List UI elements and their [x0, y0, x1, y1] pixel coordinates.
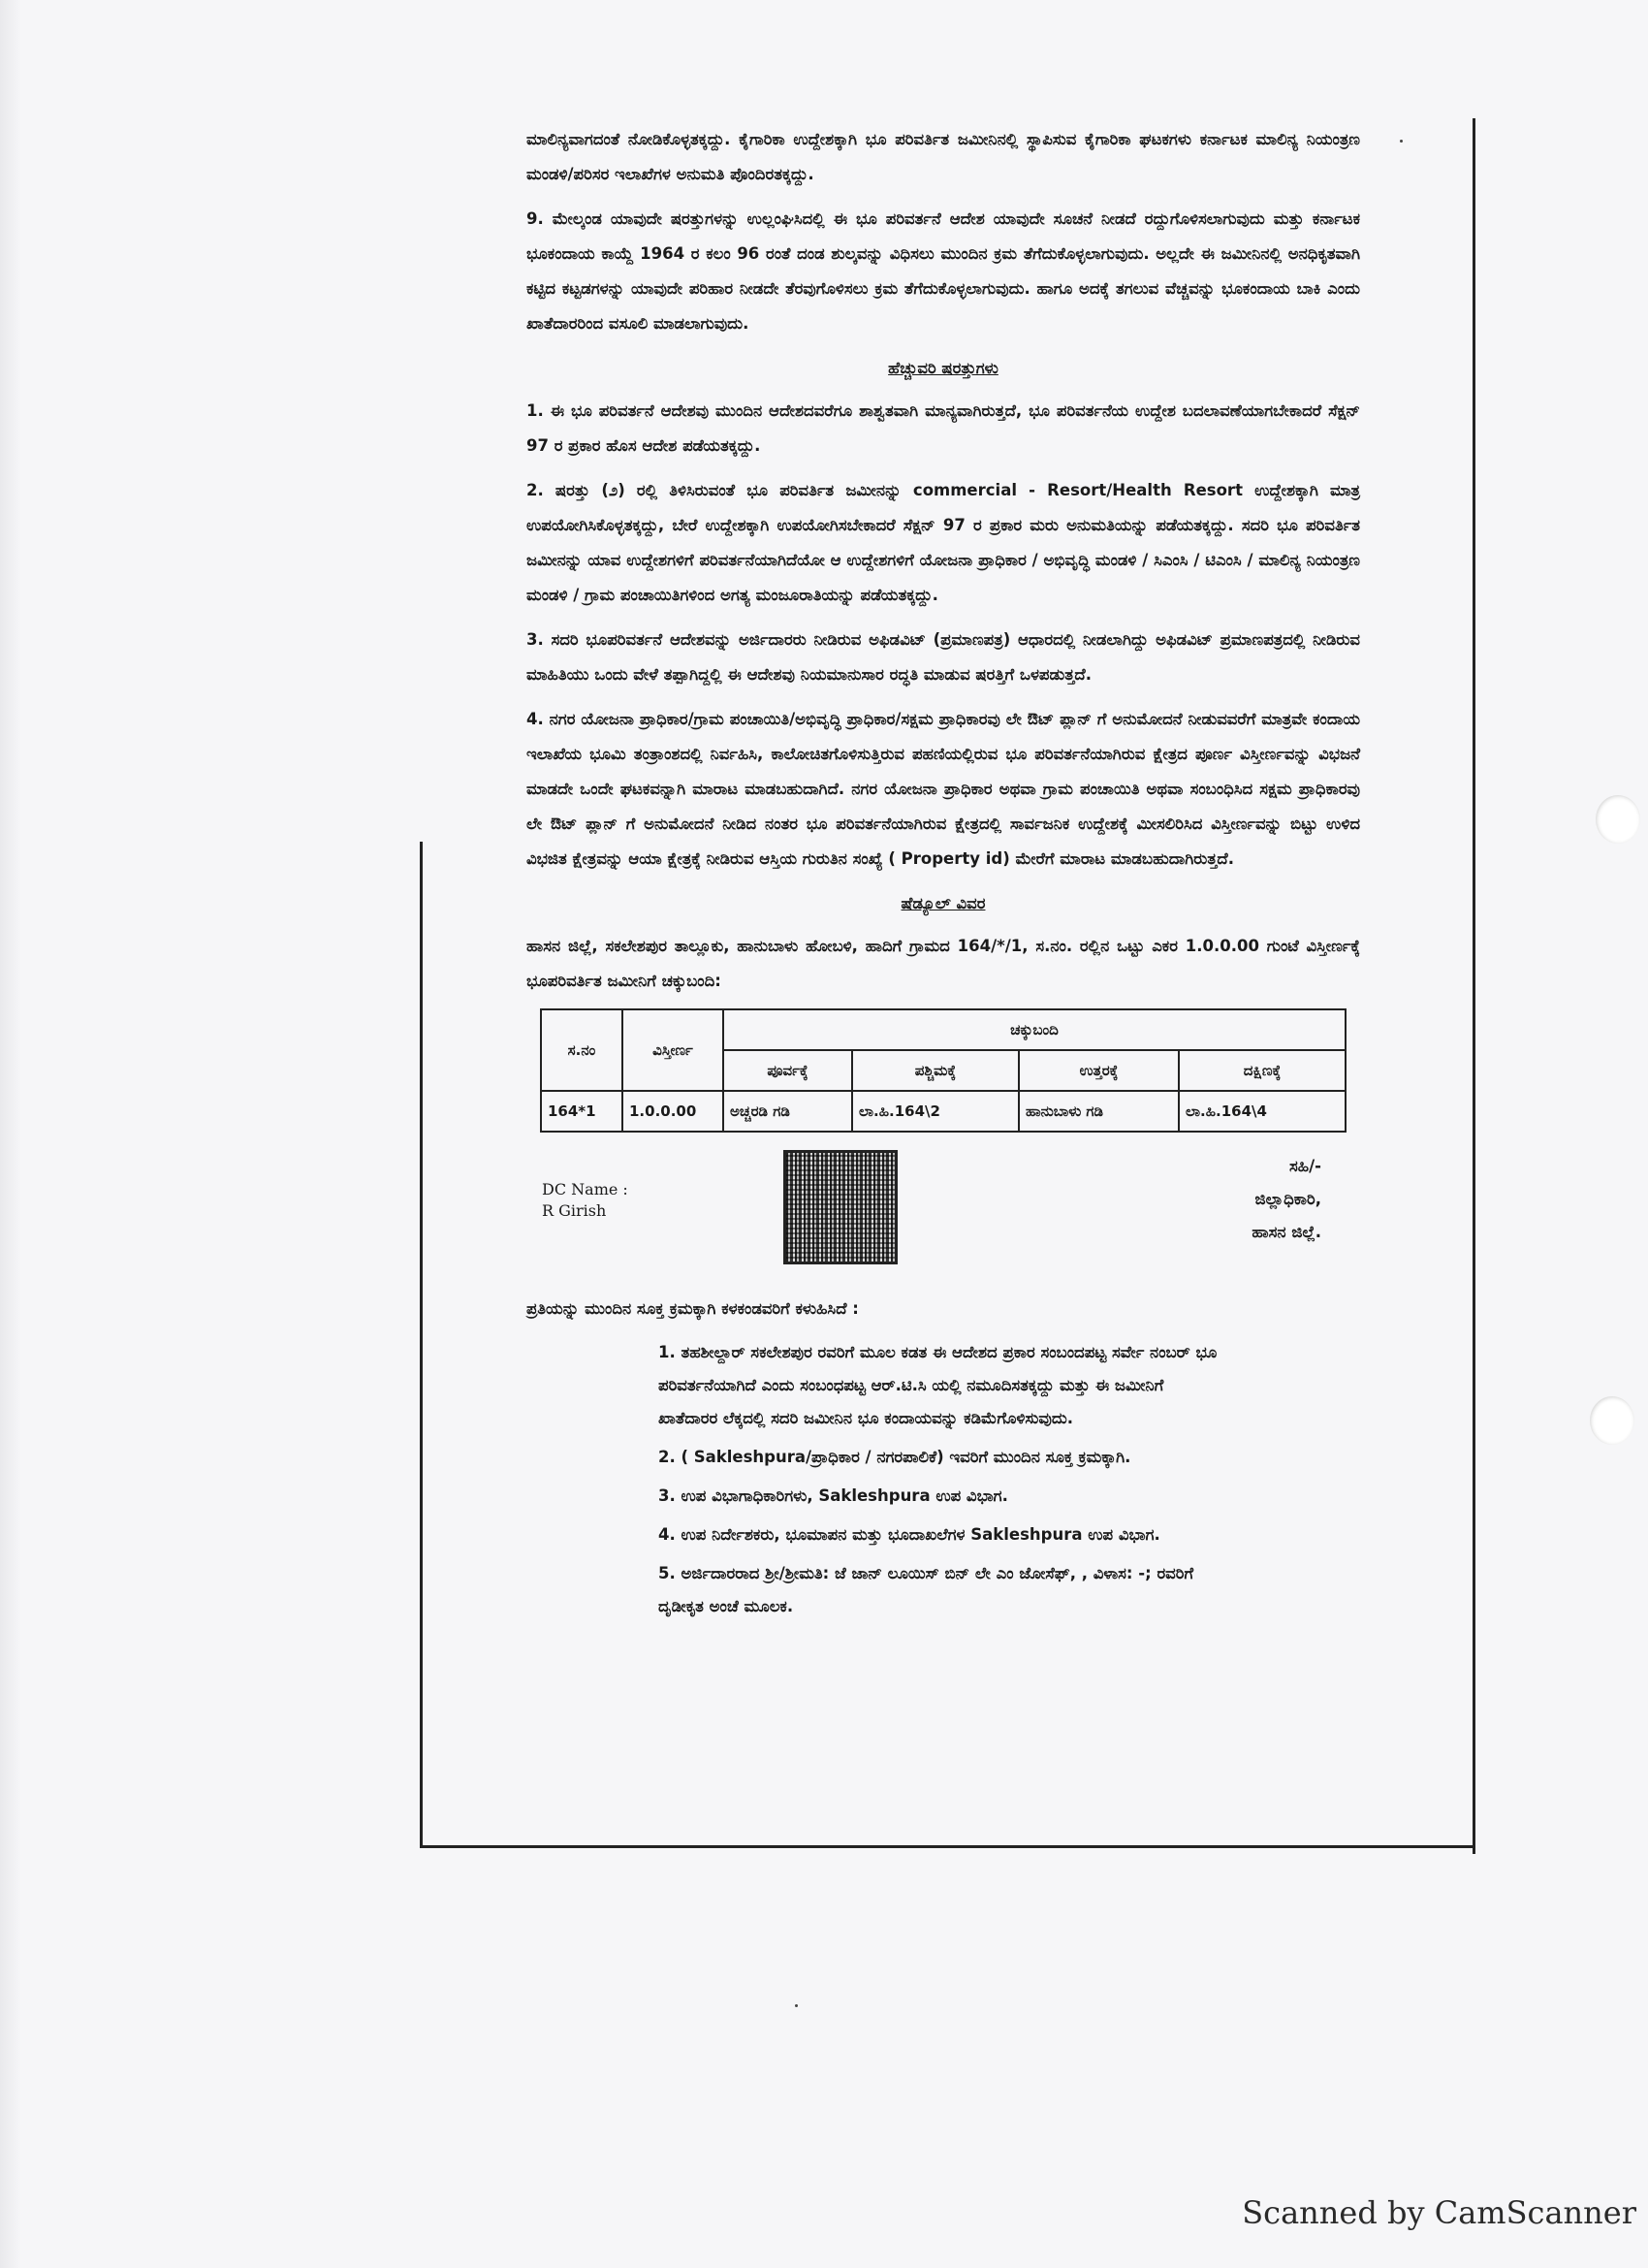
list-item: 2. ( Sakleshpura/ಪ್ರಾಧಿಕಾರ / ನಗರಪಾಲಿಕೆ) ಇವರಿಗೆ ಮುಂದಿನ ಸೂಕ್ತ ಕ್ರಮಕ್ಕಾಗಿ. [658, 1448, 1131, 1466]
dc-name: R Girish [542, 1201, 607, 1220]
extra-condition-3: 3. ಸದರಿ ಭೂಪರಿವರ್ತನೆ ಆದೇಶವನ್ನು ಅರ್ಜಿದಾರರು ನೀಡಿರುವ ಅಫಿಡವಿಟ್ (ಪ್ರಮಾಣಪತ್ರ) ಆಧಾರದಲ್ಲಿ ನೀಡಲಾಗಿದ್ದು ಅಫಿಡವಿಟ್ ಪ್ರಮಾಣಪತ್ರದಲ್ಲಿ ನೀಡಿರುವ ಮಾಹಿತಿಯು ಒಂದು ವೇಳೆ ತಪ್ಪಾಗಿದ್ದಲ್ಲಿ ಈ ಆದೇಶವು ನಿಯಮಾನುಸಾರ ರದ್ಧತಿ ಮಾಡುವ ಷರತ್ತಿಗೆ ಒಳಪಡುತ್ತದೆ. [526, 630, 1360, 684]
scan-speck [1400, 140, 1403, 143]
header-east: ಪೂರ್ವಕ್ಕೆ [723, 1050, 852, 1091]
header-area: ವಿಸ್ತೀರ್ಣ [622, 1009, 723, 1091]
copies-list [658, 1336, 1220, 1623]
header-boundary: ಚಕ್ಕುಬಂದಿ [723, 1009, 1346, 1050]
cell-south: ಲಾ.ಹಿ.164\4 [1179, 1091, 1346, 1132]
signed-mark: ಸಹಿ/- [1289, 1157, 1321, 1175]
document-body [526, 122, 1360, 1629]
dc-name-label: DC Name : [542, 1180, 628, 1198]
heading-extra-conditions: ಹೆಚ್ಚುವರಿ ಷರತ್ತುಗಳು [888, 359, 998, 377]
list-item: 1. ತಹಶೀಲ್ದಾರ್ ಸಕಲೇಶಪುರ ರವರಿಗೆ ಮೂಲ ಕಡತ ಈ ಆದೇಶದ ಪ್ರಕಾರ ಸಂಬಂದಪಟ್ಟ ಸರ್ವೇ ನಂಬರ್ ಭೂ ಪರಿವರ್ತನೆಯಾಗಿದೆ ಎಂದು ಸಂಬಂಧಪಟ್ಟ ಆರ್.ಟಿ.ಸಿ ಯಲ್ಲಿ ನಮೂದಿಸತಕ್ಕದ್ದು ಮತ್ತು ಈ ಜಮೀನಿಗೆ ಖಾತೆದಾರರ ಲೆಕ್ಕದಲ್ಲಿ ಸದರಿ ಜಮೀನಿನ ಭೂ ಕಂದಾಯವನ್ನು ಕಡಿಮೆಗೊಳಿಸುವುದು. [658, 1343, 1218, 1427]
header-south: ದಕ್ಷಿಣಕ್ಕೆ [1179, 1050, 1346, 1091]
punch-hole [1590, 1396, 1634, 1445]
extra-condition-4: 4. ನಗರ ಯೋಜನಾ ಪ್ರಾಧಿಕಾರ/ಗ್ರಾಮ ಪಂಚಾಯಿತಿ/ಅಭಿವೃದ್ಧಿ ಪ್ರಾಧಿಕಾರ/ಸಕ್ಷಮ ಪ್ರಾಧಿಕಾರವು ಲೇ ಔಟ್ ಪ್ಲಾನ್ ಗೆ ಅನುಮೋದನೆ ನೀಡುವವರೆಗೆ ಮಾತ್ರವೇ ಕಂದಾಯ ಇಲಾಖೆಯ ಭೂಮಿ ತಂತ್ರಾಂಶದಲ್ಲಿ ನಿರ್ವಹಿಸಿ, ಕಾಲೋಚಿತಗೊಳಿಸುತ್ತಿರುವ ಪಹಣಿಯಲ್ಲಿರುವ ಭೂ ಪರಿವರ್ತನೆಯಾಗಿರುವ ಕ್ಷೇತ್ರದ ಪೂರ್ಣ ವಿಸ್ತೀರ್ಣವನ್ನು ವಿಭಜನೆ ಮಾಡದೇ ಒಂದೇ ಘಟಕವನ್ನಾಗಿ ಮಾರಾಟ ಮಾಡಬಹುದಾಗಿದೆ. ನಗರ ಯೋಜನಾ ಪ್ರಾಧಿಕಾರ ಅಥವಾ ಗ್ರಾಮ ಪಂಚಾಯಿತಿ ಅಥವಾ ಸಂಬಂಧಿಸಿದ ಸಕ್ಷಮ ಪ್ರಾಧಿಕಾರವು ಲೇ ಔಟ್ ಪ್ಲಾನ್ ಗೆ ಅನುಮೋದನೆ ನೀಡಿದ ನಂತರ ಭೂ ಪರಿವರ್ತನೆಯಾಗಿರುವ ಕ್ಷೇತ್ರದಲ್ಲಿ ಸಾರ್ವಜನಿಕ ಉದ್ದೇಶಕ್ಕೆ ಮೀಸಲಿರಿಸಿದ ವಿಸ್ತೀರ್ಣವನ್ನು ಬಿಟ್ಟು ಉಳಿದ ವಿಭಜಿತ ಕ್ಷೇತ್ರವನ್ನು ಆಯಾ ಕ್ಷೇತ್ರಕ್ಕೆ ನೀಡಿರುವ ಆಸ್ತಿಯ ಗುರುತಿನ ಸಂಖ್ಯೆ ( Property id) ಮೇರೆಗೆ ಮಾರಾಟ ಮಾಡಬಹುದಾಗಿರುತ್ತದೆ. [526, 710, 1360, 868]
copies-section [526, 1292, 1360, 1623]
scan-speck [795, 2004, 798, 2007]
header-west: ಪಶ್ಚಿಮಕ್ಕೆ [852, 1050, 1019, 1091]
officer-designation: ಜಿಲ್ಲಾಧಿಕಾರಿ, [1254, 1190, 1321, 1208]
officer-signature [1252, 1150, 1321, 1249]
copies-intro: ಪ್ರತಿಯನ್ನು ಮುಂದಿನ ಸೂಕ್ತ ಕ್ರಮಕ್ಕಾಗಿ ಕಳಕಂಡವರಿಗೆ ಕಳುಹಿಸಿದೆ : [526, 1299, 859, 1318]
table-row [541, 1091, 1346, 1132]
schedule-description: ಹಾಸನ ಜಿಲ್ಲೆ, ಸಕಲೇಶಪುರ ತಾಲ್ಲೂಕು, ಹಾನುಬಾಳು ಹೋಬಳಿ, ಹಾದಿಗೆ ಗ್ರಾಮದ 164/*/1, ಸ.ನಂ. ರಲ್ಲಿನ ಒಟ್ಟು ಎಕರ 1.0.0.00 ಗುಂಟೆ ವಿಸ್ತೀರ್ಣಕ್ಕೆ ಭೂಪರಿವರ್ತಿತ ಜಮೀನಿಗೆ ಚಕ್ಕುಬಂದಿ: [526, 937, 1360, 990]
punch-hole [1596, 795, 1640, 844]
cell-north: ಹಾನುಬಾಳು ಗಡಿ [1019, 1091, 1179, 1132]
list-item: 3. ಉಪ ವಿಭಾಗಾಧಿಕಾರಿಗಳು, Sakleshpura ಉಪ ವಿಭಾಗ. [658, 1486, 1008, 1505]
cell-survey-no: 164*1 [541, 1091, 622, 1132]
header-north: ಉತ್ತರಕ್ಕೆ [1019, 1050, 1179, 1091]
list-item: 5. ಅರ್ಜಿದಾರರಾದ ಶ್ರೀ/ಶ್ರೀಮತಿ: ಜೆ ಜಾನ್ ಲೂಯಿಸ್ ಬಿನ್ ಲೇ ಎಂ ಜೋಸೆಫ್, , ವಿಳಾಸ: -; ರವರಿಗೆ ದೃಡೀಕೃತ ಅಂಚೆ ಮೂಲಕ. [658, 1564, 1194, 1615]
frame-border-right [1473, 118, 1475, 1854]
cell-west: ಲಾ.ಹಿ.164\2 [852, 1091, 1019, 1132]
camscanner-watermark: Scanned by CamScanner [1242, 2194, 1636, 2231]
list-item: 4. ಉಪ ನಿರ್ದೇಶಕರು, ಭೂಮಾಪನ ಮತ್ತು ಭೂದಾಖಲೆಗಳ Sakleshpura ಉಪ ವಿಭಾಗ. [658, 1525, 1160, 1544]
dc-name-block [542, 1179, 628, 1222]
paragraph-condition-9: 9. ಮೇಲ್ಕಂಡ ಯಾವುದೇ ಷರತ್ತುಗಳನ್ನು ಉಲ್ಲಂಘಿಸಿದಲ್ಲಿ ಈ ಭೂ ಪರಿವರ್ತನೆ ಆದೇಶ ಯಾವುದೇ ಸೂಚನೆ ನೀಡದೆ ರದ್ದುಗೊಳಿಸಲಾಗುವುದು ಮತ್ತು ಕರ್ನಾಟಕ ಭೂಕಂದಾಯ ಕಾಯ್ದೆ 1964 ರ ಕಲಂ 96 ರಂತೆ ದಂಡ ಶುಲ್ಕವನ್ನು ವಿಧಿಸಲು ಮುಂದಿನ ಕ್ರಮ ತೆಗೆದುಕೊಳ್ಳಲಾಗುವುದು. ಅಲ್ಲದೇ ಈ ಜಮೀನಿನಲ್ಲಿ ಅನಧಿಕೃತವಾಗಿ ಕಟ್ಟಿದ ಕಟ್ಟಡಗಳನ್ನು ಯಾವುದೇ ಪರಿಹಾರ ನೀಡದೇ ತೆರವುಗೊಳಿಸಲು ಕ್ರಮ ತೆಗೆದುಕೊಳ್ಳಲಾಗುವುದು. ಹಾಗೂ ಅದಕ್ಕೆ ತಗಲುವ ವೆಚ್ಚವನ್ನು ಭೂಕಂದಾಯ ಬಾಕಿ ಎಂದು ಖಾತೆದಾರರಿಂದ ವಸೂಲಿ ಮಾಡಲಾಗುವುದು. [526, 209, 1360, 333]
heading-schedule: ಷೆಡ್ಯೂಲ್ ವಿವರ [901, 894, 986, 912]
header-survey-no: ಸ.ನಂ [541, 1009, 622, 1091]
extra-condition-2: 2. ಷರತ್ತು (೨) ರಲ್ಲಿ ತಿಳಿಸಿರುವಂತೆ ಭೂ ಪರಿವರ್ತಿತ ಜಮೀನನ್ನು commercial - Resort/Health Resort ಉದ್ದೇಶಕ್ಕಾಗಿ ಮಾತ್ರ ಉಪಯೋಗಿಸಿಕೊಳ್ಳತಕ್ಕದ್ದು, ಬೇರೆ ಉದ್ದೇಶಕ್ಕಾಗಿ ಉಪಯೋಗಿಸಬೇಕಾದರೆ ಸೆಕ್ಷನ್ 97 ರ ಪ್ರಕಾರ ಮರು ಅನುಮತಿಯನ್ನು ಪಡೆಯತಕ್ಕದ್ದು. ಸದರಿ ಭೂ ಪರಿವರ್ತಿತ ಜಮೀನನ್ನು ಯಾವ ಉದ್ದೇಶಗಳಿಗೆ ಪರಿವರ್ತನೆಯಾಗಿದೆಯೋ ಆ ಉದ್ದೇಶಗಳಿಗೆ ಯೋಜನಾ ಪ್ರಾಧಿಕಾರ / ಅಭಿವೃದ್ಧಿ ಮಂಡಳಿ / ಸಿಎಂಸಿ / ಟಿಎಂಸಿ / ಮಾಲಿನ್ಯ ನಿಯಂತ್ರಣ ಮಂಡಳಿ / ಗ್ರಾಮ ಪಂಚಾಯಿತಿಗಳಿಂದ ಅಗತ್ಯ ಮಂಜೂರಾತಿಯನ್ನು ಪಡೆಯತಕ್ಕದ್ದು. [526, 481, 1360, 604]
page-edge-shadow [0, 0, 21, 2268]
qr-code [783, 1150, 898, 1264]
cell-east: ಅಚ್ಚರಡಿ ಗಡಿ [723, 1091, 852, 1132]
officer-district: ಹಾಸನ ಜಿಲ್ಲೆ. [1252, 1223, 1321, 1241]
frame-border-left [420, 842, 423, 1847]
frame-border-bottom [420, 1845, 1475, 1848]
cell-area: 1.0.0.00 [622, 1091, 723, 1132]
boundary-table [540, 1008, 1347, 1133]
signature-section [526, 1150, 1360, 1276]
extra-condition-1: 1. ಈ ಭೂ ಪರಿವರ್ತನೆ ಆದೇಶವು ಮುಂದಿನ ಆದೇಶದವರೆಗೂ ಶಾಶ್ವತವಾಗಿ ಮಾನ್ಯವಾಗಿರುತ್ತದೆ, ಭೂ ಪರಿವರ್ತನೆಯ ಉದ್ದೇಶ ಬದಲಾವಣೆಯಾಗಬೇಕಾದರೆ ಸೆಕ್ಷನ್ 97 ರ ಪ್ರಕಾರ ಹೊಸ ಆದೇಶ ಪಡೆಯತಕ್ಕದ್ದು. [526, 401, 1360, 455]
table-header-row [541, 1009, 1346, 1050]
paragraph-pollution: ಮಾಲಿನ್ಯವಾಗದಂತೆ ನೋಡಿಕೊಳ್ಳತಕ್ಕದ್ದು. ಕೈಗಾರಿಕಾ ಉದ್ದೇಶಕ್ಕಾಗಿ ಭೂ ಪರಿವರ್ತಿತ ಜಮೀನಿನಲ್ಲಿ ಸ್ಥಾಪಿಸುವ ಕೈಗಾರಿಕಾ ಘಟಕಗಳು ಕರ್ನಾಟಕ ಮಾಲಿನ್ಯ ನಿಯಂತ್ರಣ ಮಂಡಳಿ/ಪರಿಸರ ಇಲಾಖೆಗಳ ಅನುಮತಿ ಪೊಂದಿರತಕ್ಕದ್ದು. [526, 130, 1360, 183]
